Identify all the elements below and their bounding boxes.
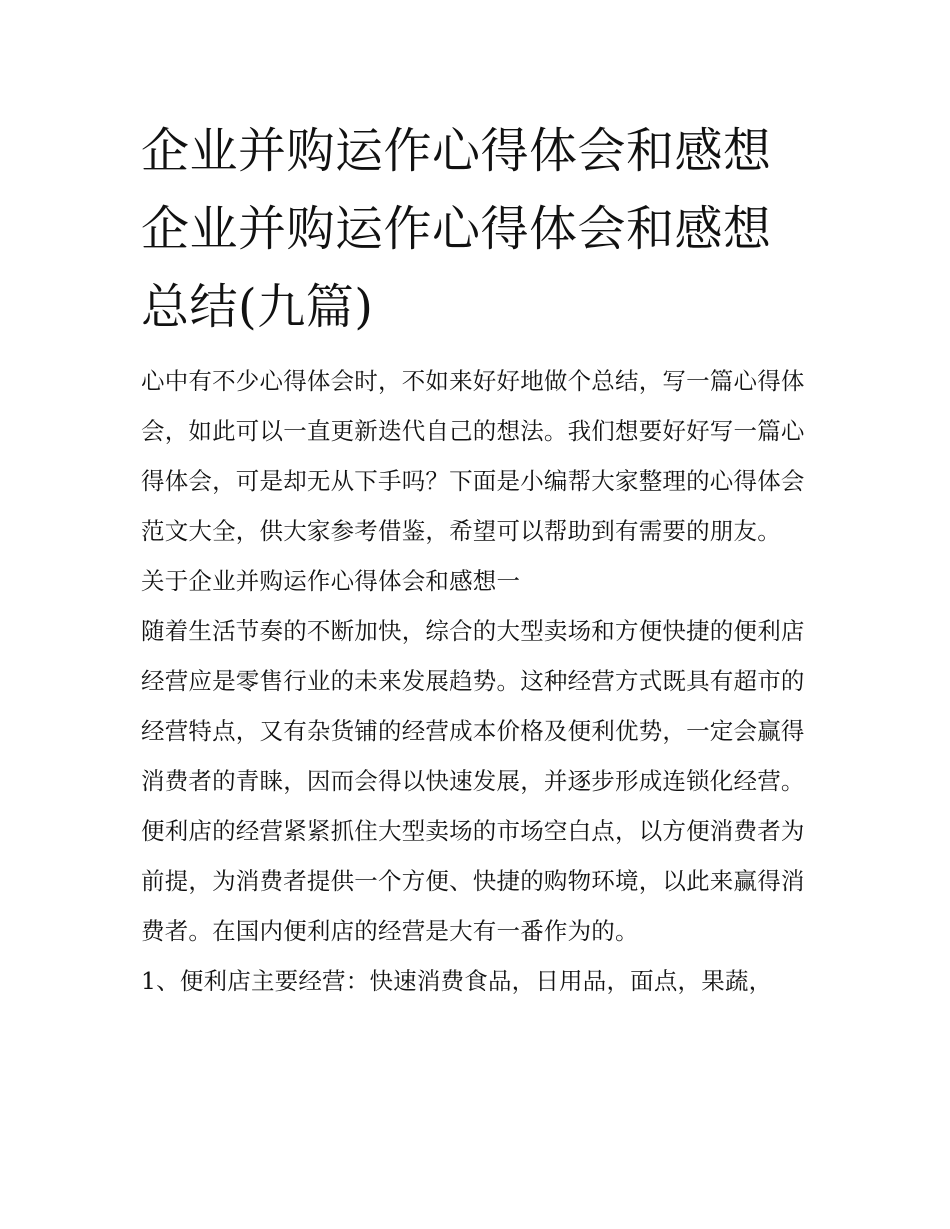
section-heading: 关于企业并购运作心得体会和感想一 [141, 567, 521, 595]
list-item: 1、便利店主要经营：快速消费食品，日用品，面点，果蔬， [141, 967, 773, 995]
body-paragraph: 随着生活节奏的不断加快，综合的大型卖场和方便快捷的便利店经营应是零售行业的未来发展趋势。这种经营方式既具有超市的经营特点，又有杂货铺的经营成本价格及便利优势，一定会赢得消费者的青睐，因而会得以快速发展，并逐步形成连锁化经营。 [141, 617, 805, 795]
document-title: 企业并购运作心得体会和感想企业并购运作心得体会和感想总结(九篇) [141, 123, 772, 335]
document-page [141, 112, 813, 1006]
body-paragraph: 便利店的经营紧紧抓住大型卖场的市场空白点，以方便消费者为前提，为消费者提供一个方便、快捷的购物环境，以此来赢得消费者。在国内便利店的经营是大有一番作为的。 [141, 817, 805, 945]
intro-paragraph: 心中有不少心得体会时，不如来好好地做个总结，写一篇心得体会，如此可以一直更新迭代自己的想法。我们想要好好写一篇心得体会，可是却无从下手吗？下面是小编帮大家整理的心得体会范文大全，供大家参考借鉴，希望可以帮助到有需要的朋友。 [141, 367, 805, 545]
